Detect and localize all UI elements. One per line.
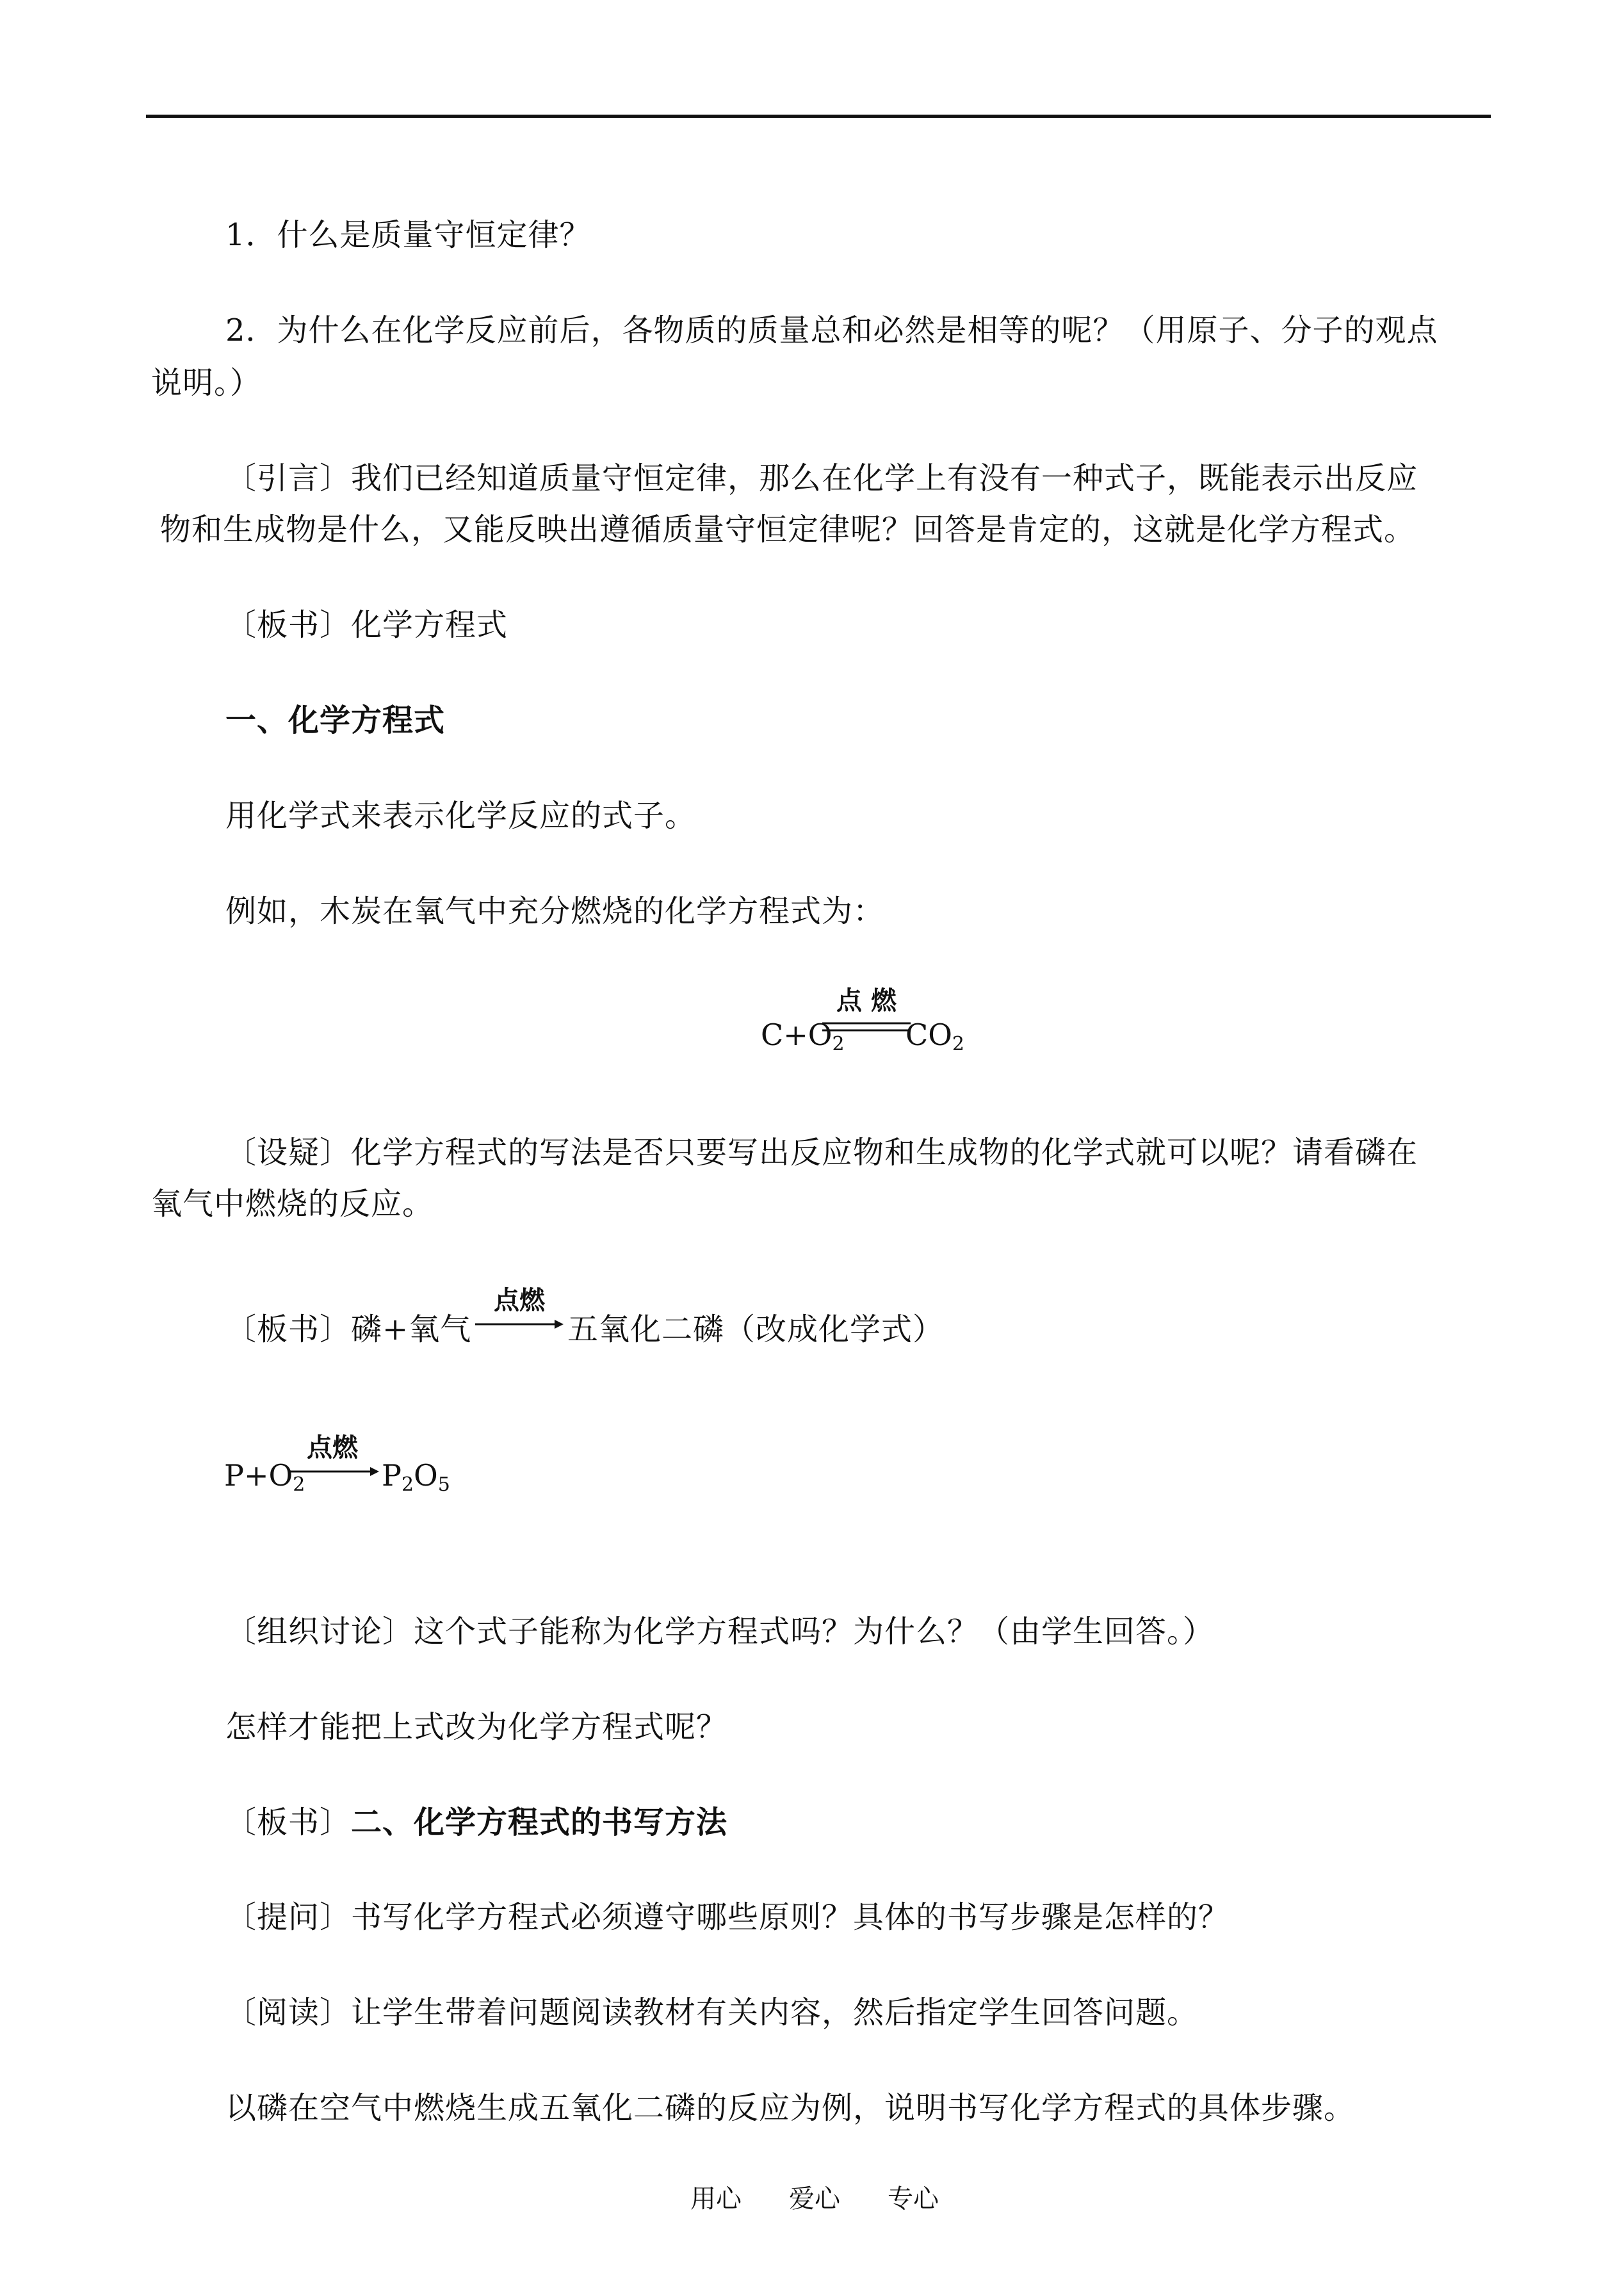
ask-text: 〔提问〕书写化学方程式必须遵守哪些原则？具体的书写步骤是怎样的？ bbox=[225, 1899, 1230, 1935]
board-note-1: 〔板书〕化学方程式 bbox=[225, 607, 508, 643]
eq1-right: $CO_2$ bbox=[905, 1018, 965, 1055]
board2-suffix: 五氧化二磷（改成化学式） bbox=[567, 1311, 945, 1347]
board-note-3 bbox=[225, 1803, 727, 1842]
section-heading-2: 二、化学方程式的书写方法 bbox=[351, 1804, 728, 1840]
board3-prefix: 〔板书〕 bbox=[225, 1804, 352, 1840]
read-text: 〔阅读〕让学生带着问题阅读教材有关内容，然后指定学生回答问题。 bbox=[225, 1995, 1199, 2031]
eq1-double-line bbox=[822, 1021, 912, 1034]
board2-condition: 点燃 bbox=[494, 1286, 545, 1315]
intro-line-1: 〔引言〕我们已经知道质量守恒定律，那么在化学上有没有一种式子，既能表示出反应 bbox=[225, 460, 1418, 496]
question-line-1: 〔设疑〕化学方程式的写法是否只要写出反应物和生成物的化学式就可以呢？请看磷在 bbox=[225, 1135, 1418, 1171]
question-line-2: 氧气中燃烧的反应。 bbox=[151, 1186, 434, 1222]
section-heading-1: 一、化学方程式 bbox=[225, 702, 446, 738]
question-2-line-1: 2．为什么在化学反应前后，各物质的质量总和必然是相等的呢？（用原子、分子的观点 bbox=[225, 312, 1438, 348]
header-rule bbox=[146, 115, 1491, 118]
eq1-condition: 点 燃 bbox=[836, 986, 897, 1016]
eq2-condition: 点燃 bbox=[307, 1433, 358, 1463]
example-intro: 例如，木炭在氧气中充分燃烧的化学方程式为： bbox=[225, 893, 885, 929]
eq2-left: $P+O_2$ bbox=[224, 1458, 305, 1496]
footer-aixin: 爱心 bbox=[789, 2184, 840, 2214]
eq2-right: $P_2O_5$ bbox=[382, 1458, 450, 1496]
how-to-text: 怎样才能把上式改为化学方程式呢？ bbox=[225, 1709, 728, 1745]
eq1-left: $C+O_2$ bbox=[761, 1018, 845, 1055]
footer-zhuanxin: 专心 bbox=[888, 2184, 939, 2214]
example-2-text: 以磷在空气中燃烧生成五氧化二磷的反应为例，说明书写化学方程式的具体步骤。 bbox=[225, 2090, 1356, 2126]
intro-line-2: 物和生成物是什么，又能反映出遵循质量守恒定律呢？回答是肯定的，这就是化学方程式。 bbox=[160, 512, 1416, 547]
question-1: 1．什么是质量守恒定律？ bbox=[225, 217, 591, 253]
discussion-text: 〔组织讨论〕这个式子能称为化学方程式吗？为什么？（由学生回答。） bbox=[225, 1614, 1215, 1650]
board2-prefix: 〔板书〕磷+氧气 bbox=[225, 1311, 472, 1347]
eq2-arrow bbox=[289, 1466, 379, 1479]
board2-arrow bbox=[475, 1319, 565, 1332]
definition-text: 用化学式来表示化学反应的式子。 bbox=[225, 798, 697, 834]
question-2-line-2: 说明。） bbox=[151, 365, 262, 401]
footer-yongxin: 用心 bbox=[690, 2184, 742, 2214]
